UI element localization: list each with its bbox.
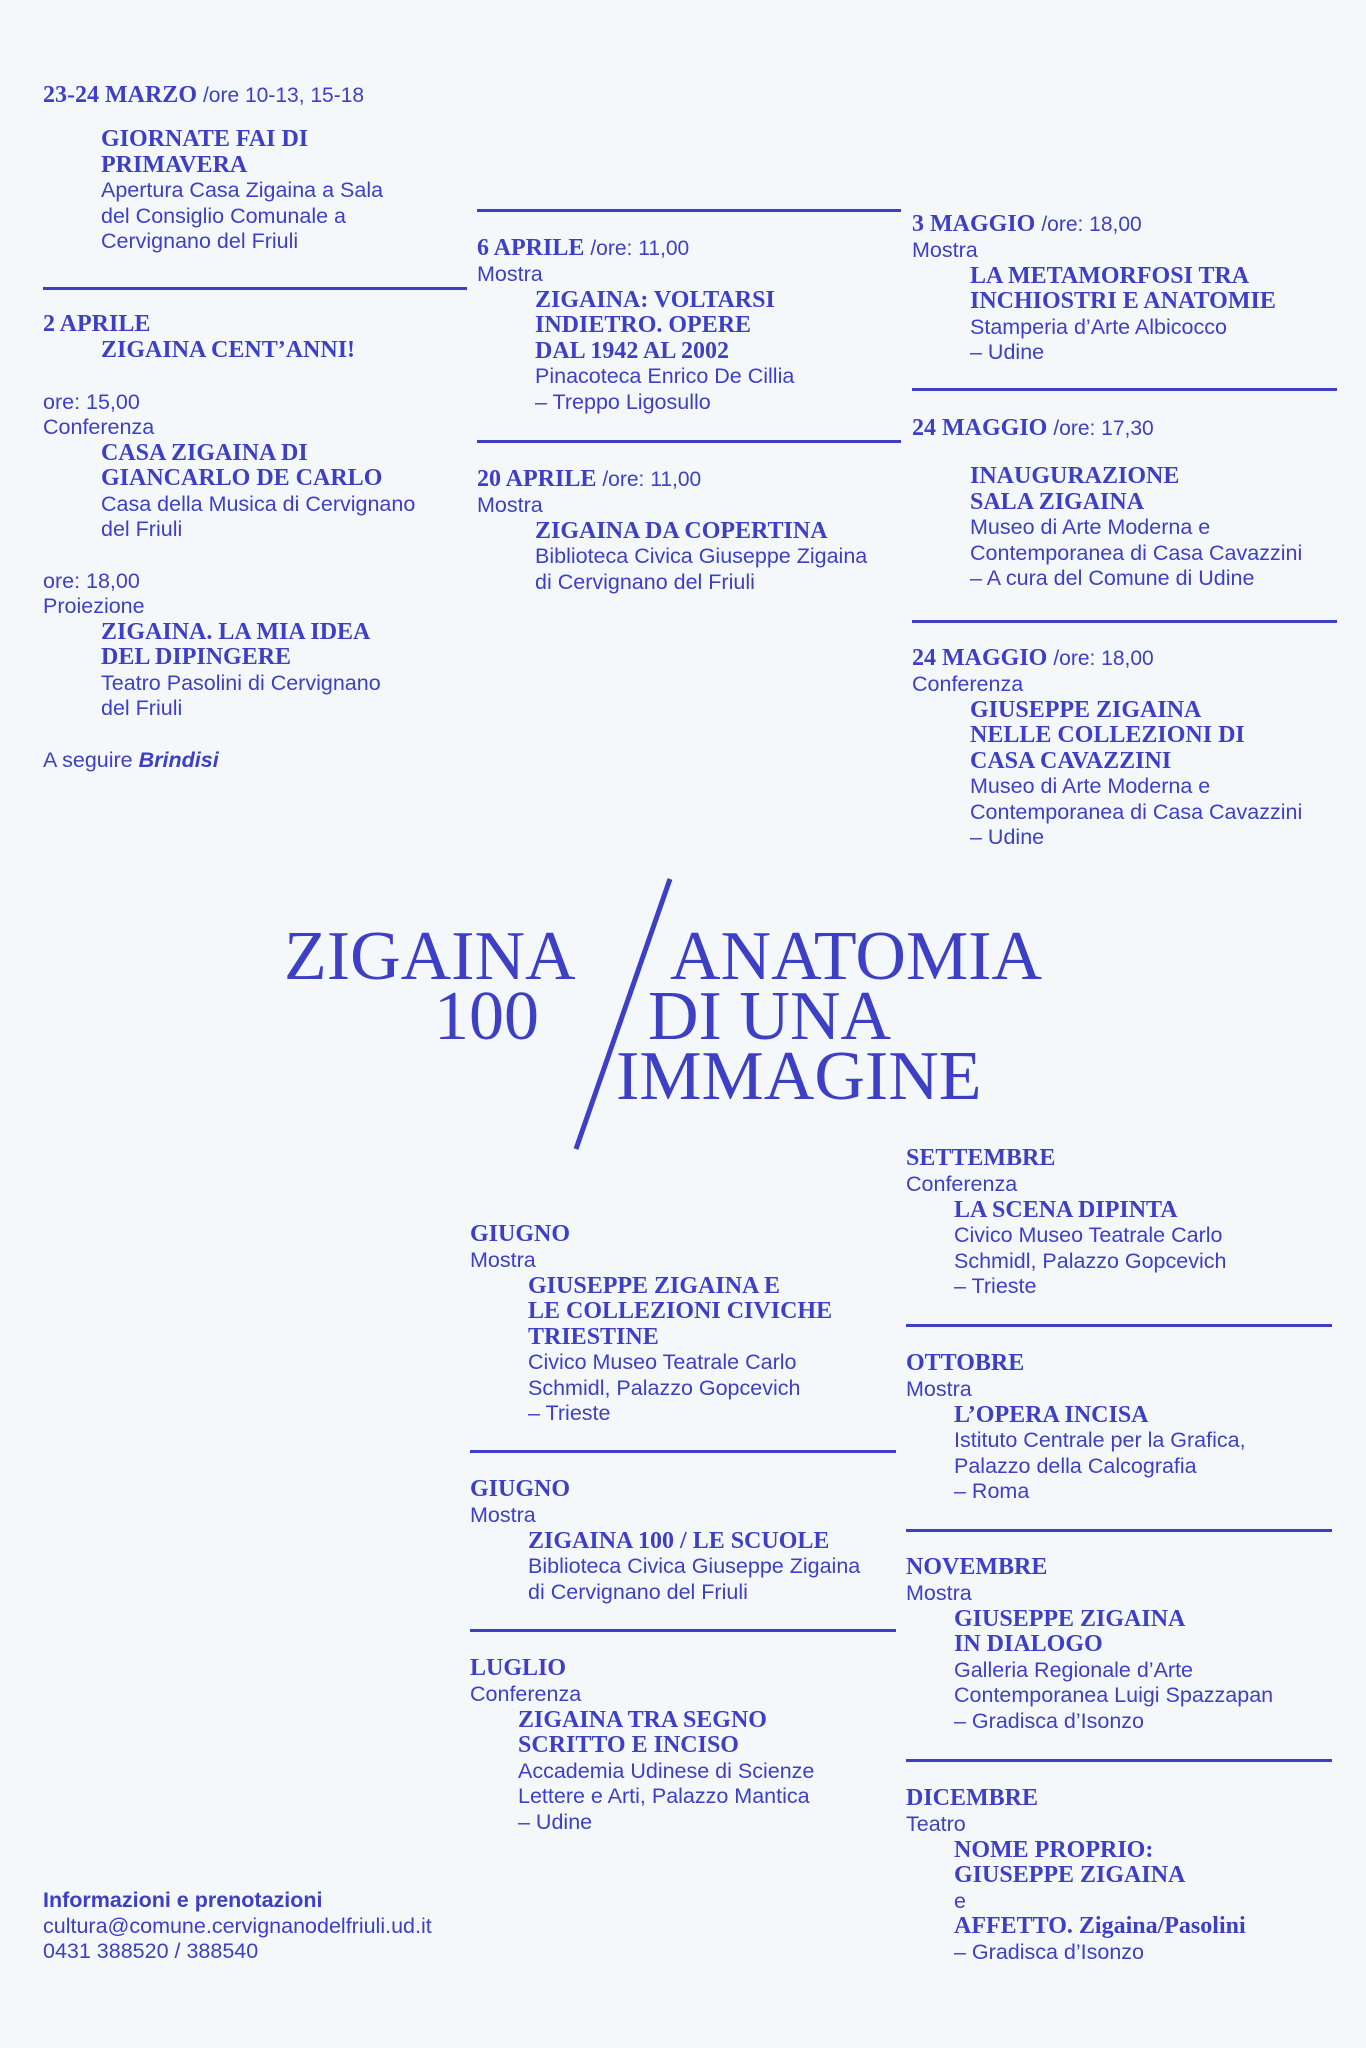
event-giugno-mostra [470, 1221, 832, 1427]
event-place: Galleria Regionale d’Arte Contemporanea Luigi Spazzapan – Gradisca d’Isonzo [954, 1657, 1274, 1733]
event-type: Mostra [477, 262, 543, 286]
logo-anatomia: ANATOMIA [670, 918, 1043, 995]
event-date: LUGLIO [470, 1655, 567, 1681]
event-time: /ore: 11,00 [590, 237, 690, 260]
event-place: Accademia Udinese di Scienze Lettere e Arti, Palazzo Mantica – Udine [518, 1758, 815, 1834]
event-time: /ore: 18,00 [1053, 647, 1154, 670]
divider [912, 388, 1337, 391]
logo-100: 100 [434, 978, 539, 1055]
divider [43, 287, 467, 290]
event-type: Conferenza [912, 672, 1024, 696]
divider [906, 1324, 1332, 1327]
event-title: LA SCENA DIPINTA [954, 1196, 1178, 1223]
event-type: Teatro [906, 1812, 966, 1836]
event-title: ZIGAINA CENT’ANNI! [101, 337, 356, 363]
event-date: GIUGNO [470, 1221, 571, 1247]
event-title: CASA ZIGAINA DI GIANCARLO DE CARLO [101, 439, 383, 491]
event-date: 6 APRILE [477, 235, 585, 261]
event-place: Pinacoteca Enrico De Cillia – Treppo Ligosullo [535, 364, 795, 414]
event-date: 2 APRILE [43, 311, 151, 337]
event-fai [43, 82, 383, 255]
event-date: OTTOBRE [906, 1350, 1025, 1376]
event-date: 23-24 MARZO [43, 82, 197, 108]
event-time: /ore: 17,30 [1053, 417, 1154, 440]
divider [470, 1629, 896, 1632]
event-type: Proiezione [43, 594, 145, 618]
event-time: /ore: 18,00 [1041, 213, 1142, 236]
logo-zigaina: ZIGAINA [284, 918, 576, 995]
event-place: Stamperia d’Arte Albicocco – Udine [970, 314, 1227, 364]
event-place: Biblioteca Civica Giuseppe Zigaina di Cervignano del Friuli [535, 544, 868, 594]
event-title: ZIGAINA 100 / LE SCUOLE [528, 1527, 830, 1554]
event-time: ore: 18,00 [43, 568, 140, 593]
event-type: Mostra [906, 1581, 972, 1605]
event-type: Conferenza [43, 415, 155, 439]
event-title: GIUSEPPE ZIGAINA IN DIALOGO [954, 1605, 1186, 1657]
event-ottobre [906, 1350, 1246, 1505]
event-title: L’OPERA INCISA [954, 1401, 1149, 1428]
event-place: Teatro Pasolini di Cervignano del Friuli [101, 670, 381, 720]
event-6-aprile [477, 235, 794, 415]
logo-di-una: DI UNA [648, 978, 892, 1055]
event-giugno-scuole [470, 1476, 860, 1605]
event-20-aprile [477, 466, 867, 595]
event-place: Casa della Musica di Cervignano del Friuli [101, 491, 416, 541]
event-place: – Gradisca d’Isonzo [954, 1939, 1145, 1964]
event-24-maggio-conferenza [912, 645, 1302, 851]
event-date: 24 MAGGIO [912, 645, 1048, 671]
event-place: Museo di Arte Moderna e Contemporanea di Casa Cavazzini – Udine [970, 774, 1303, 849]
event-time: /ore: 11,00 [602, 468, 702, 491]
event-24-maggio-inaugurazione [912, 415, 1302, 592]
event-place: Civico Museo Teatrale Carlo Schmidl, Palazzo Gopcevich – Trieste [954, 1223, 1227, 1298]
event-date: 20 APRILE [477, 466, 597, 492]
event-title: GIUSEPPE ZIGAINA NELLE COLLEZIONI DI CASA CAVAZZINI [970, 696, 1245, 774]
event-place: Biblioteca Civica Giuseppe Zigaina di Cervignano del Friuli [528, 1554, 861, 1604]
event-title: GIORNATE FAI DI PRIMAVERA [101, 126, 309, 178]
divider [477, 209, 901, 212]
event-dicembre [906, 1785, 1246, 1965]
event-conjunction: e [954, 1888, 966, 1913]
event-date: SETTEMBRE [906, 1145, 1056, 1171]
event-time: /ore 10-13, 15-18 [202, 84, 365, 107]
event-luglio [470, 1655, 814, 1835]
event-title: INAUGURAZIONE SALA ZIGAINA [970, 463, 1180, 515]
logo-immagine: IMMAGINE [616, 1038, 982, 1115]
event-place: Civico Museo Teatrale Carlo Schmidl, Palazzo Gopcevich – Trieste [528, 1350, 801, 1425]
event-novembre [906, 1554, 1273, 1734]
info-block [43, 1888, 432, 1965]
event-date: DICEMBRE [906, 1785, 1039, 1811]
event-place: Museo di Arte Moderna e Contemporanea di Casa Cavazzini – A cura del Comune di Udine [970, 515, 1303, 590]
event-place: Istituto Centrale per la Grafica, Palazzo della Calcografia – Roma [954, 1428, 1246, 1503]
event-time: ore: 15,00 [43, 389, 140, 414]
event-type: Mostra [470, 1248, 536, 1272]
divider [906, 1759, 1332, 1762]
event-title: ZIGAINA: VOLTARSI INDIETRO. OPERE DAL 1942 AL 2002 [535, 286, 775, 364]
event-date: 24 MAGGIO [912, 415, 1048, 441]
info-heading: Informazioni e prenotazioni [43, 1888, 323, 1912]
divider [912, 620, 1337, 623]
event-title: LA METAMORFOSI TRA INCHIOSTRI E ANATOMIE [970, 262, 1276, 314]
event-title: ZIGAINA TRA SEGNO SCRITTO E INCISO [518, 1706, 767, 1758]
divider [906, 1529, 1332, 1532]
divider [470, 1450, 896, 1453]
event-type: Conferenza [906, 1172, 1018, 1196]
event-title: GIUSEPPE ZIGAINA E LE COLLEZIONI CIVICHE TRIESTINE [528, 1272, 833, 1350]
event-type: Conferenza [470, 1682, 582, 1706]
event-title: ZIGAINA. LA MIA IDEA DEL DIPINGERE [101, 618, 371, 670]
event-3-maggio [912, 211, 1276, 366]
event-2-aprile [43, 311, 415, 773]
divider [477, 440, 901, 443]
event-type: Mostra [906, 1377, 972, 1401]
event-date: NOVEMBRE [906, 1554, 1048, 1580]
event-title: AFFETTO. Zigaina/Pasolini [954, 1913, 1246, 1939]
follow-up-note: A seguire Brindisi [43, 747, 219, 772]
event-type: Mostra [470, 1503, 536, 1527]
event-date: 3 MAGGIO [912, 211, 1036, 237]
event-date: GIUGNO [470, 1476, 571, 1502]
event-title: ZIGAINA DA COPERTINA [535, 517, 828, 544]
event-title: NOME PROPRIO: GIUSEPPE ZIGAINA [954, 1836, 1186, 1888]
event-type: Mostra [912, 238, 978, 262]
event-type: Mostra [477, 493, 543, 517]
event-settembre [906, 1145, 1226, 1300]
info-phone[interactable]: 0431 388520 / 388540 [43, 1939, 259, 1963]
info-email[interactable]: cultura@comune.cervignanodelfriuli.ud.it [43, 1913, 432, 1938]
event-place: Apertura Casa Zigaina a Sala del Consiglio Comunale a Cervignano del Friuli [101, 178, 384, 253]
